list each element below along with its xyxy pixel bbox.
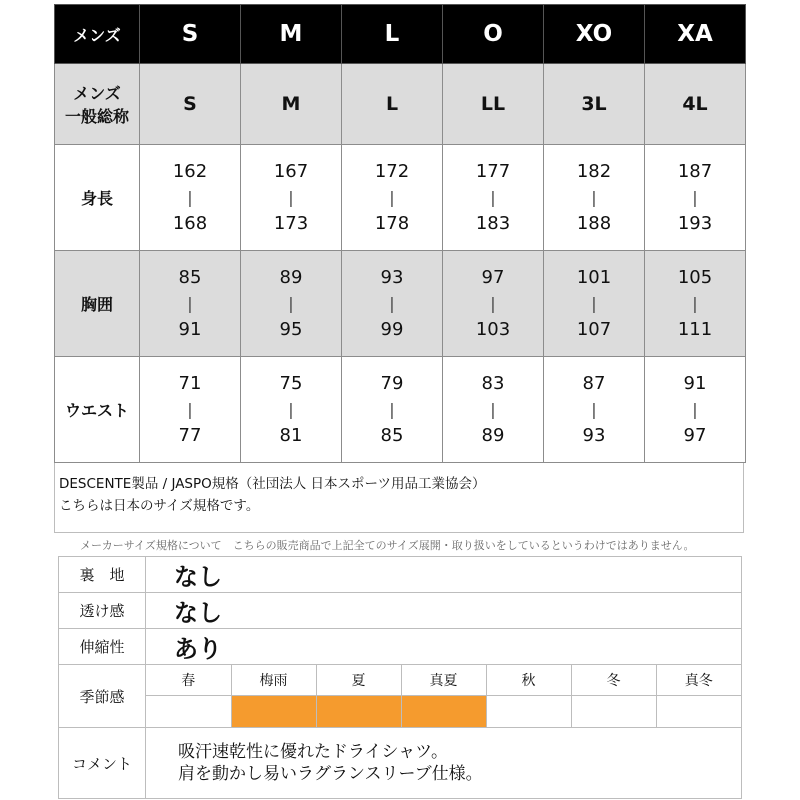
header-label: メンズ (55, 5, 140, 64)
season-mark (401, 696, 486, 728)
general-label-line1: メンズ (73, 84, 121, 103)
height-label: 身長 (55, 145, 140, 251)
season-spring: 春 (146, 665, 231, 696)
season-summer: 夏 (316, 665, 401, 696)
season-mark (231, 696, 316, 728)
comment-line1: 吸汗速乾性に優れたドライシャツ。 (178, 742, 448, 762)
waist-range-s: 71 | 77 (140, 357, 241, 463)
waist-row (55, 357, 746, 463)
comment-line2: 肩を動かし易いラグランスリーブ仕様。 (178, 764, 483, 784)
season-mark (656, 696, 741, 728)
season-grid (146, 665, 741, 727)
standard-note (54, 463, 744, 533)
general-size: M (241, 64, 342, 145)
waist-range-o: 83 | 89 (443, 357, 544, 463)
lining-value: なし (146, 557, 742, 593)
general-size: S (140, 64, 241, 145)
stretch-value: あり (146, 629, 742, 665)
comment-text (146, 728, 742, 799)
waist-range-xo: 87 | 93 (544, 357, 645, 463)
stretch-label: 伸縮性 (59, 629, 146, 665)
chest-range-l: 93 | 99 (342, 251, 443, 357)
season-mark (146, 696, 231, 728)
season-mark (486, 696, 571, 728)
height-row (55, 145, 746, 251)
waist-range-xa: 91 | 97 (645, 357, 746, 463)
size-code: S (140, 5, 241, 64)
chest-row (55, 251, 746, 357)
comment-row (59, 728, 742, 799)
waist-range-m: 75 | 81 (241, 357, 342, 463)
chest-label: 胸囲 (55, 251, 140, 357)
size-code: O (443, 5, 544, 64)
general-size: 3L (544, 64, 645, 145)
season-winter: 冬 (571, 665, 656, 696)
general-size: 4L (645, 64, 746, 145)
general-label-line2: 一般総称 (64, 107, 129, 126)
sheer-label: 透け感 (59, 593, 146, 629)
season-autumn: 秋 (486, 665, 571, 696)
size-code: L (342, 5, 443, 64)
size-code: XO (544, 5, 645, 64)
chest-range-m: 89 | 95 (241, 251, 342, 357)
season-marks (146, 696, 741, 728)
size-table (54, 4, 746, 463)
standard-note-line2: こちらは日本のサイズ規格です。 (59, 498, 260, 514)
chest-range-xa: 105 | 111 (645, 251, 746, 357)
season-names (146, 665, 741, 696)
general-size-row (55, 64, 746, 145)
lining-label: 裏 地 (59, 557, 146, 593)
season-label: 季節感 (59, 665, 146, 728)
comment-label: コメント (59, 728, 146, 799)
size-code: XA (645, 5, 746, 64)
chest-range-xo: 101 | 107 (544, 251, 645, 357)
season-midwinter: 真冬 (656, 665, 741, 696)
sheer-value: なし (146, 593, 742, 629)
size-header-row (55, 5, 746, 64)
size-code: M (241, 5, 342, 64)
spec-table (58, 556, 742, 799)
sheer-row (59, 593, 742, 629)
season-mark (316, 696, 401, 728)
maker-size-disclaimer: メーカーサイズ規格について こちらの販売商品で上記全てのサイズ展開・取り扱いをしているというわけではありません。 (80, 539, 695, 552)
height-range-xo: 182 | 188 (544, 145, 645, 251)
season-mark (571, 696, 656, 728)
season-rainy: 梅雨 (231, 665, 316, 696)
season-midsummer: 真夏 (401, 665, 486, 696)
height-range-l: 172 | 178 (342, 145, 443, 251)
stretch-row (59, 629, 742, 665)
height-range-s: 162 | 168 (140, 145, 241, 251)
standard-note-line1: DESCENTE製品 / JASPO規格（社団法人 日本スポーツ用品工業協会） (59, 476, 486, 492)
season-cell (146, 665, 742, 728)
general-size-label (55, 64, 140, 145)
general-size: L (342, 64, 443, 145)
waist-range-l: 79 | 85 (342, 357, 443, 463)
height-range-o: 177 | 183 (443, 145, 544, 251)
height-range-m: 167 | 173 (241, 145, 342, 251)
chest-range-o: 97 | 103 (443, 251, 544, 357)
general-size: LL (443, 64, 544, 145)
height-range-xa: 187 | 193 (645, 145, 746, 251)
waist-label: ウエスト (55, 357, 140, 463)
season-row (59, 665, 742, 728)
lining-row (59, 557, 742, 593)
chest-range-s: 85 | 91 (140, 251, 241, 357)
